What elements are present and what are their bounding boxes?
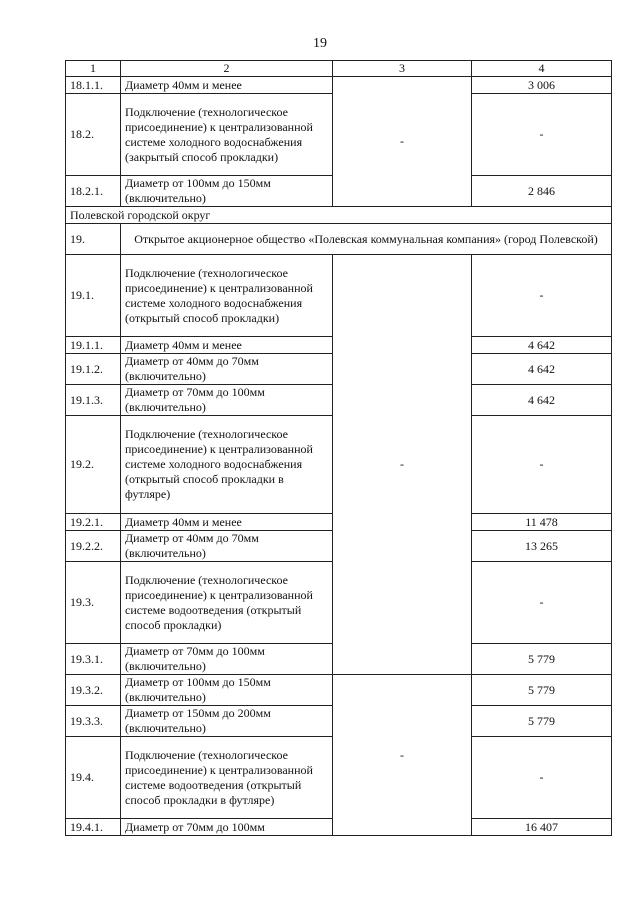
item-number: 18.2.1.: [66, 176, 121, 207]
item-value: 4 642: [472, 337, 612, 354]
item-number: 19.1.: [66, 255, 121, 337]
item-number: 19.3.2.: [66, 675, 121, 706]
item-value: 13 265: [472, 531, 612, 562]
item-number: 19.1.3.: [66, 385, 121, 416]
item-number: 18.2.: [66, 94, 121, 176]
item-description: Диаметр от 40мм до 70мм (включительно): [121, 354, 333, 385]
column-header: 2: [121, 61, 333, 77]
item-description: Диаметр 40мм и менее: [121, 77, 333, 94]
item-number: 19.2.: [66, 416, 121, 514]
column-header: 3: [333, 61, 472, 77]
item-number: 19.1.1.: [66, 337, 121, 354]
item-value: 16 407: [472, 819, 612, 836]
item-description: Диаметр от 70мм до 100мм (включительно): [121, 385, 333, 416]
item-description: Подключение (технологическое присоединение) к централизованной системе водоотведения (открытый способ прокладки в футляре): [121, 737, 333, 819]
merged-column-3-cell: -: [333, 77, 472, 207]
item-description: Диаметр от 70мм до 100мм: [121, 819, 333, 836]
item-value: 3 006: [472, 77, 612, 94]
item-number: 18.1.1.: [66, 77, 121, 94]
table-row: [66, 255, 612, 337]
merged-column-3-cell: -: [333, 255, 472, 675]
item-description: Диаметр от 70мм до 100мм (включительно): [121, 644, 333, 675]
region-row: [66, 207, 612, 224]
column-header: 1: [66, 61, 121, 77]
item-value: 5 779: [472, 675, 612, 706]
item-description: Подключение (технологическое присоединение) к централизованной системе водоотведения (открытый способ прокладки): [121, 562, 333, 644]
table-row: [66, 675, 612, 706]
item-number: 19.2.2.: [66, 531, 121, 562]
item-number: 19.3.1.: [66, 644, 121, 675]
item-description: Диаметр от 40мм до 70мм (включительно): [121, 531, 333, 562]
item-description: Диаметр от 100мм до 150мм (включительно): [121, 176, 333, 207]
item-value: 5 779: [472, 644, 612, 675]
item-number: 19.: [66, 224, 121, 255]
merged-column-3-cell: -: [333, 675, 472, 836]
item-value: 11 478: [472, 514, 612, 531]
company-row: [66, 224, 612, 255]
item-value: 2 846: [472, 176, 612, 207]
item-value: -: [472, 94, 612, 176]
column-header: 4: [472, 61, 612, 77]
item-number: 19.3.: [66, 562, 121, 644]
item-value: -: [472, 562, 612, 644]
item-number: 19.3.3.: [66, 706, 121, 737]
item-value: 4 642: [472, 385, 612, 416]
item-description: Диаметр 40мм и менее: [121, 514, 333, 531]
item-description: Диаметр от 150мм до 200мм (включительно): [121, 706, 333, 737]
item-value: -: [472, 737, 612, 819]
item-description: Подключение (технологическое присоединение) к централизованной системе холодного водоснабжения (открытый способ прокладки в футляре): [121, 416, 333, 514]
item-number: 19.1.2.: [66, 354, 121, 385]
item-description: Диаметр 40мм и менее: [121, 337, 333, 354]
item-description: Диаметр от 100мм до 150мм (включительно): [121, 675, 333, 706]
item-value: -: [472, 255, 612, 337]
company-name: Открытое акционерное общество «Полевская коммунальная компания» (город Полевской): [121, 224, 612, 255]
item-value: 4 642: [472, 354, 612, 385]
tariff-table: [65, 60, 612, 836]
item-description: Подключение (технологическое присоединение) к централизованной системе холодного водоснабжения (закрытый способ прокладки): [121, 94, 333, 176]
table-row: [66, 77, 612, 94]
item-number: 19.4.: [66, 737, 121, 819]
region-title: Полевской городской округ: [66, 207, 612, 224]
header-row: [66, 61, 612, 77]
item-value: 5 779: [472, 706, 612, 737]
item-description: Подключение (технологическое присоединение) к централизованной системе холодного водоснабжения (открытый способ прокладки): [121, 255, 333, 337]
item-number: 19.2.1.: [66, 514, 121, 531]
item-value: -: [472, 416, 612, 514]
item-number: 19.4.1.: [66, 819, 121, 836]
page-number: 19: [313, 36, 327, 51]
